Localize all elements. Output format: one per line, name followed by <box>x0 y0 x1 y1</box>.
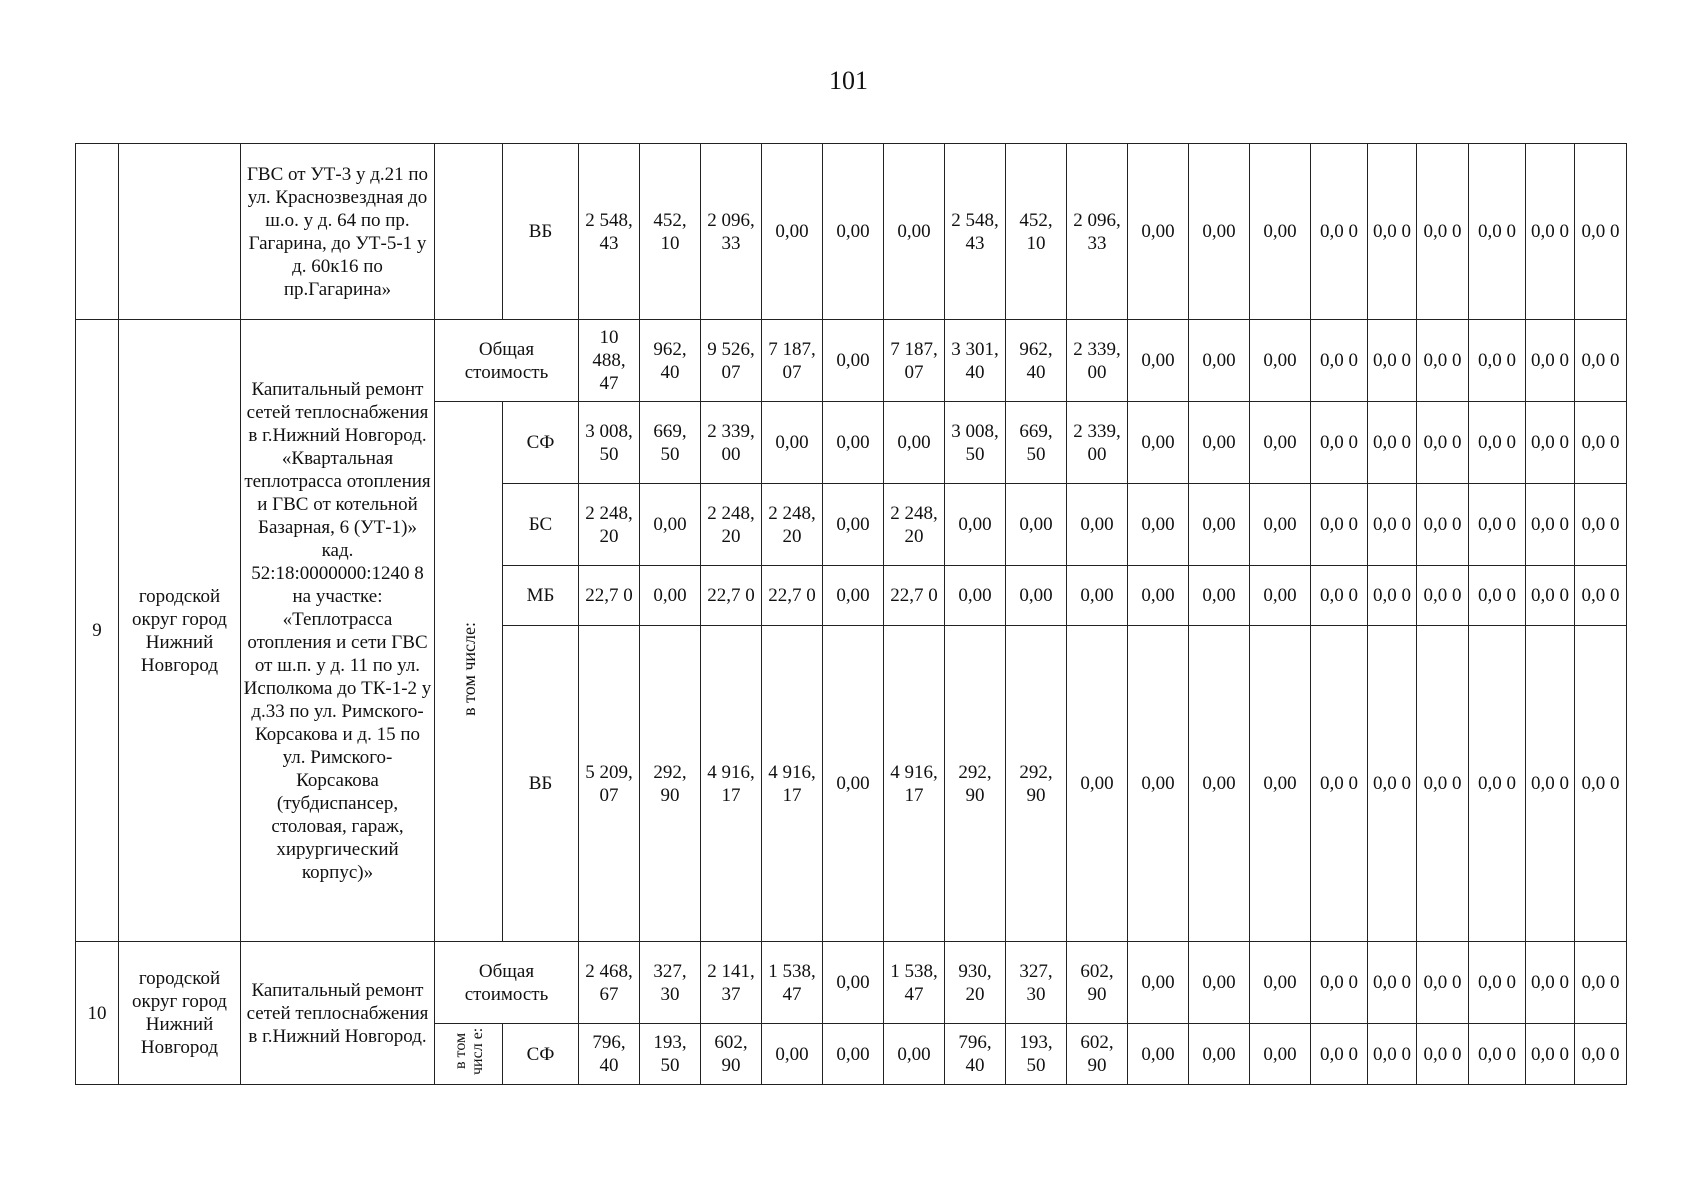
cell-value: 0,0 0 <box>1368 320 1417 402</box>
cell-value: 452, 10 <box>640 144 701 320</box>
cell-value: 0,0 0 <box>1368 566 1417 626</box>
cell-value: 22,7 0 <box>701 566 762 626</box>
cell-value: 0,0 0 <box>1469 1024 1526 1085</box>
cell-value: 0,00 <box>1006 566 1067 626</box>
cell-value: 0,00 <box>1250 626 1311 942</box>
cell-value: 0,0 0 <box>1417 942 1469 1024</box>
cell-value: 0,0 0 <box>1417 484 1469 566</box>
cell-value: 0,0 0 <box>1368 144 1417 320</box>
cell-value: 0,0 0 <box>1469 566 1526 626</box>
cell-value: 0,00 <box>945 484 1006 566</box>
cell-value: 7 187, 07 <box>762 320 823 402</box>
cell-value: 0,00 <box>1067 626 1128 942</box>
cell-value: 0,00 <box>1189 402 1250 484</box>
cell-value: 0,0 0 <box>1469 484 1526 566</box>
cell-blank <box>435 144 503 320</box>
cell-value: 0,0 0 <box>1469 402 1526 484</box>
cell-value: 0,0 0 <box>1311 484 1368 566</box>
cell-num <box>76 144 119 320</box>
cell-value: 0,0 0 <box>1311 626 1368 942</box>
cell-value: 0,0 0 <box>1417 626 1469 942</box>
cell-value: 669, 50 <box>1006 402 1067 484</box>
cell-source: МБ <box>503 566 579 626</box>
cell-source: БС <box>503 484 579 566</box>
cell-value: 0,00 <box>945 566 1006 626</box>
cell-value: 962, 40 <box>640 320 701 402</box>
cell-value: 0,0 0 <box>1575 626 1627 942</box>
cell-value: 930, 20 <box>945 942 1006 1024</box>
cell-value: 0,00 <box>1128 1024 1189 1085</box>
cell-value: 0,00 <box>823 1024 884 1085</box>
cell-value: 1 538, 47 <box>884 942 945 1024</box>
cell-value: 0,0 0 <box>1575 1024 1627 1085</box>
cell-value: 0,00 <box>823 566 884 626</box>
cell-value: 0,00 <box>884 144 945 320</box>
cell-value: 0,00 <box>823 402 884 484</box>
cell-value: 0,0 0 <box>1575 402 1627 484</box>
cell-value: 10 488, 47 <box>579 320 640 402</box>
cell-value: 3 008, 50 <box>579 402 640 484</box>
cell-value: 22,7 0 <box>762 566 823 626</box>
cell-value: 0,00 <box>762 402 823 484</box>
cell-value: 2 248, 20 <box>762 484 823 566</box>
cell-value: 0,0 0 <box>1526 320 1575 402</box>
cell-including-label <box>435 402 503 942</box>
cell-value: 0,00 <box>1189 626 1250 942</box>
cell-value: 0,0 0 <box>1368 626 1417 942</box>
cell-description: Капитальный ремонт сетей теплоснабжения в г.Нижний Новгород. <box>241 942 435 1085</box>
cell-value: 0,00 <box>823 320 884 402</box>
cell-value: 2 096, 33 <box>1067 144 1128 320</box>
cell-value: 0,0 0 <box>1417 144 1469 320</box>
cell-value: 0,00 <box>640 484 701 566</box>
cell-value: 2 096, 33 <box>701 144 762 320</box>
cell-total-label: Общая стоимость <box>435 320 579 402</box>
cell-value: 0,0 0 <box>1469 320 1526 402</box>
cell-value: 962, 40 <box>1006 320 1067 402</box>
cell-value: 22,7 0 <box>579 566 640 626</box>
cell-source: ВБ <box>503 144 579 320</box>
cell-value: 9 526, 07 <box>701 320 762 402</box>
cell-value: 4 916, 17 <box>884 626 945 942</box>
cell-value: 0,0 0 <box>1311 402 1368 484</box>
cell-description: ГВС от УТ-3 у д.21 по ул. Краснозвездная до ш.о. у д. 64 по пр. Гагарина, до УТ-5-1 у д. 60к16 по пр.Гагарина» <box>241 144 435 320</box>
cell-value: 2 339, 00 <box>701 402 762 484</box>
cell-value: 0,00 <box>823 484 884 566</box>
cell-value: 193, 50 <box>1006 1024 1067 1085</box>
cell-value: 292, 90 <box>945 626 1006 942</box>
cell-value: 0,0 0 <box>1526 626 1575 942</box>
cell-value: 0,00 <box>1250 942 1311 1024</box>
cell-value: 0,00 <box>1189 484 1250 566</box>
table-row <box>76 942 1627 1024</box>
cell-value: 452, 10 <box>1006 144 1067 320</box>
cell-value: 0,00 <box>640 566 701 626</box>
budget-table <box>75 143 1627 1085</box>
cell-value: 0,0 0 <box>1575 942 1627 1024</box>
cell-value: 0,00 <box>1067 484 1128 566</box>
cell-value: 292, 90 <box>1006 626 1067 942</box>
cell-value: 0,00 <box>1128 626 1189 942</box>
cell-value: 0,00 <box>1006 484 1067 566</box>
cell-value: 2 468, 67 <box>579 942 640 1024</box>
cell-value: 0,0 0 <box>1575 566 1627 626</box>
cell-value: 0,0 0 <box>1311 320 1368 402</box>
cell-value: 0,0 0 <box>1526 1024 1575 1085</box>
cell-value: 0,0 0 <box>1575 484 1627 566</box>
cell-total-label: Общая стоимость <box>435 942 579 1024</box>
cell-source: СФ <box>503 1024 579 1085</box>
cell-value: 327, 30 <box>640 942 701 1024</box>
including-label: в том числ е: <box>451 1027 486 1075</box>
cell-value: 0,00 <box>823 626 884 942</box>
table-body <box>76 144 1627 1085</box>
cell-value: 0,0 0 <box>1526 942 1575 1024</box>
cell-value: 2 248, 20 <box>884 484 945 566</box>
cell-value: 2 248, 20 <box>579 484 640 566</box>
cell-value: 193, 50 <box>640 1024 701 1085</box>
cell-value: 0,00 <box>1128 402 1189 484</box>
cell-value: 602, 90 <box>1067 1024 1128 1085</box>
cell-value: 1 538, 47 <box>762 942 823 1024</box>
cell-value: 0,0 0 <box>1575 320 1627 402</box>
cell-value: 2 248, 20 <box>701 484 762 566</box>
cell-value: 0,00 <box>1250 484 1311 566</box>
cell-value: 0,00 <box>1128 144 1189 320</box>
cell-value: 669, 50 <box>640 402 701 484</box>
cell-value: 4 916, 17 <box>701 626 762 942</box>
cell-value: 0,00 <box>762 1024 823 1085</box>
cell-value: 2 339, 00 <box>1067 320 1128 402</box>
cell-value: 0,0 0 <box>1311 1024 1368 1085</box>
cell-value: 0,00 <box>823 144 884 320</box>
cell-municipality: городской округ город Нижний Новгород <box>119 320 241 942</box>
cell-value: 292, 90 <box>640 626 701 942</box>
cell-source: ВБ <box>503 626 579 942</box>
cell-value: 0,00 <box>1250 320 1311 402</box>
cell-value: 0,0 0 <box>1417 402 1469 484</box>
cell-value: 327, 30 <box>1006 942 1067 1024</box>
cell-value: 0,00 <box>884 402 945 484</box>
cell-value: 0,0 0 <box>1526 402 1575 484</box>
cell-value: 4 916, 17 <box>762 626 823 942</box>
cell-value: 0,00 <box>1189 942 1250 1024</box>
cell-value: 0,0 0 <box>1575 144 1627 320</box>
cell-value: 0,0 0 <box>1368 402 1417 484</box>
cell-value: 0,0 0 <box>1526 144 1575 320</box>
including-label: в том числе: <box>458 621 479 716</box>
cell-value: 0,00 <box>762 144 823 320</box>
cell-value: 0,00 <box>1189 1024 1250 1085</box>
cell-value: 2 548, 43 <box>945 144 1006 320</box>
table-row <box>76 320 1627 402</box>
cell-value: 0,0 0 <box>1469 942 1526 1024</box>
cell-value: 0,0 0 <box>1526 484 1575 566</box>
cell-value: 0,00 <box>1250 566 1311 626</box>
cell-value: 3 008, 50 <box>945 402 1006 484</box>
cell-value: 0,0 0 <box>1469 144 1526 320</box>
cell-value: 0,0 0 <box>1368 1024 1417 1085</box>
cell-value: 7 187, 07 <box>884 320 945 402</box>
cell-value: 3 301, 40 <box>945 320 1006 402</box>
page-number: 101 <box>829 66 868 95</box>
cell-value: 0,0 0 <box>1526 566 1575 626</box>
cell-value: 22,7 0 <box>884 566 945 626</box>
cell-value: 0,00 <box>1250 144 1311 320</box>
cell-value: 5 209, 07 <box>579 626 640 942</box>
cell-municipality: городской округ город Нижний Новгород <box>119 942 241 1085</box>
cell-value: 0,0 0 <box>1368 484 1417 566</box>
cell-num: 9 <box>76 320 119 942</box>
cell-value: 0,0 0 <box>1311 144 1368 320</box>
cell-value: 0,0 0 <box>1469 626 1526 942</box>
cell-value: 796, 40 <box>945 1024 1006 1085</box>
cell-value: 0,0 0 <box>1311 942 1368 1024</box>
cell-value: 0,00 <box>884 1024 945 1085</box>
cell-value: 0,00 <box>1189 566 1250 626</box>
cell-including-label <box>435 1024 503 1085</box>
cell-value: 0,00 <box>1128 484 1189 566</box>
cell-value: 0,00 <box>1189 144 1250 320</box>
cell-value: 2 548, 43 <box>579 144 640 320</box>
cell-value: 0,0 0 <box>1368 942 1417 1024</box>
cell-value: 0,00 <box>1250 1024 1311 1085</box>
cell-num: 10 <box>76 942 119 1085</box>
cell-value: 0,00 <box>1067 566 1128 626</box>
cell-value: 0,00 <box>1128 320 1189 402</box>
cell-value: 0,00 <box>823 942 884 1024</box>
cell-description: Капитальный ремонт сетей теплоснабжения в г.Нижний Новгород. «Квартальная теплотрасса отопления и ГВС от котельной Базарная, 6 (УТ-1)» кад. 52:18:0000000:1240 8 на участке: «Теплотрасса отопления и сети ГВС от ш.п. у д. 11 по ул. Исполкома до ТК-1-2 у д.33 по ул. Римского-Корсакова и д. 15 по ул. Римского-Корсакова (тубдиспансер, столовая, гараж, хирургический корпус)» <box>241 320 435 942</box>
cell-value: 0,00 <box>1189 320 1250 402</box>
table-row <box>76 144 1627 320</box>
cell-value: 0,00 <box>1128 942 1189 1024</box>
cell-value: 2 141, 37 <box>701 942 762 1024</box>
cell-value: 0,00 <box>1128 566 1189 626</box>
cell-value: 2 339, 00 <box>1067 402 1128 484</box>
cell-value: 0,0 0 <box>1311 566 1368 626</box>
cell-value: 0,0 0 <box>1417 1024 1469 1085</box>
cell-source: СФ <box>503 402 579 484</box>
cell-value: 0,0 0 <box>1417 566 1469 626</box>
cell-value: 0,00 <box>1250 402 1311 484</box>
cell-municipality <box>119 144 241 320</box>
cell-value: 602, 90 <box>701 1024 762 1085</box>
cell-value: 796, 40 <box>579 1024 640 1085</box>
cell-value: 602, 90 <box>1067 942 1128 1024</box>
cell-value: 0,0 0 <box>1417 320 1469 402</box>
